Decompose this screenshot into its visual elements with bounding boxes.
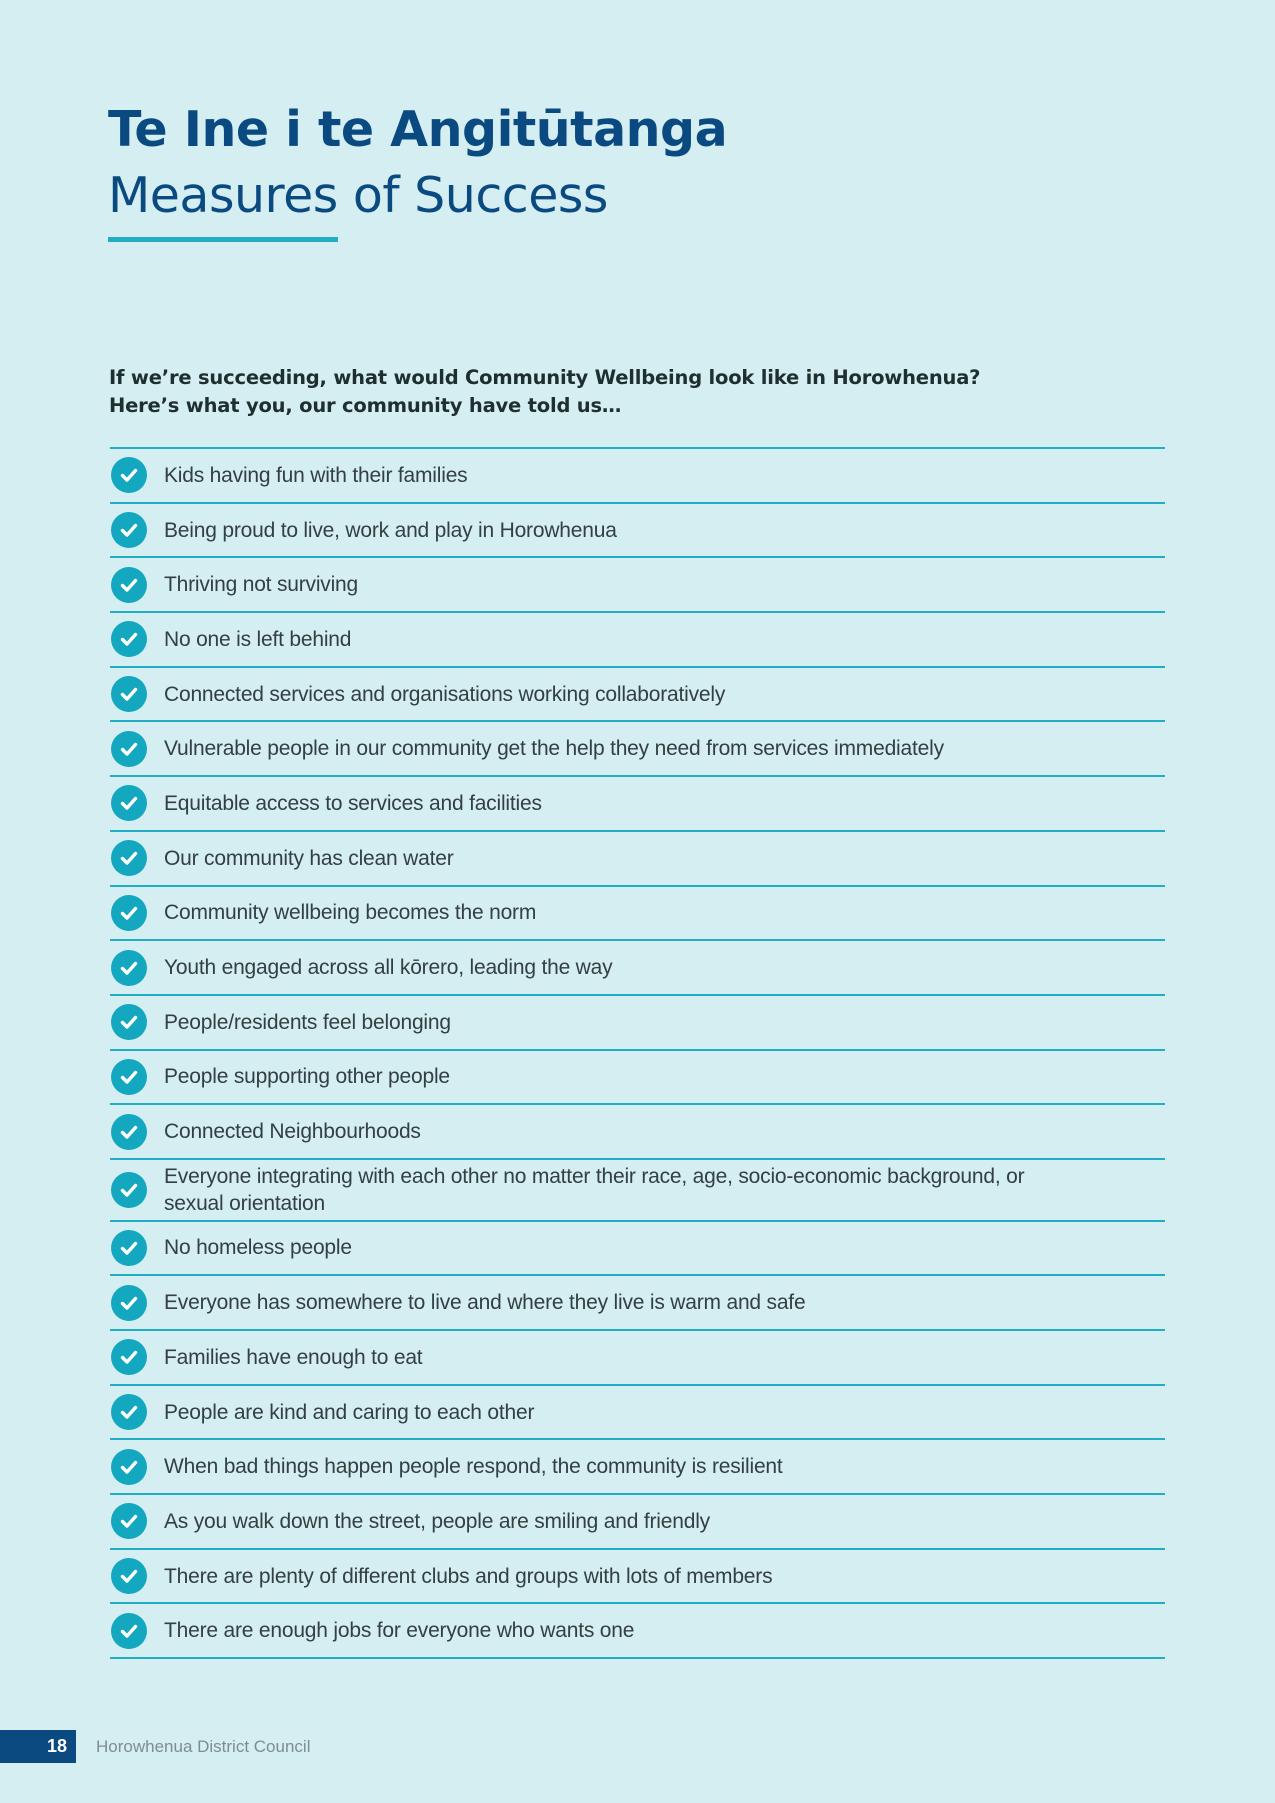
check-circle-icon: [111, 621, 147, 657]
list-item: [110, 1440, 1165, 1495]
check-circle-icon: [111, 1004, 147, 1040]
list-item: [110, 1604, 1165, 1659]
measure-text: Vulnerable people in our community get the help they need from services immediately: [164, 737, 944, 761]
list-item: [110, 832, 1165, 887]
check-circle-icon: [111, 1285, 147, 1321]
check-circle-icon: [111, 1230, 147, 1266]
check-circle-icon: [111, 1503, 147, 1539]
measure-text: No one is left behind: [164, 627, 352, 651]
measure-text: Connected services and organisations working collaboratively: [164, 682, 726, 706]
list-item: [110, 449, 1165, 504]
list-item: [110, 1495, 1165, 1550]
measures-list: [110, 447, 1165, 1659]
intro-text: [109, 364, 980, 420]
intro-line-answer: Here’s what you, our community have told us…: [109, 394, 622, 417]
page-number: 18: [46, 1736, 67, 1756]
measure-text: Community wellbeing becomes the norm: [164, 901, 537, 925]
list-item: [110, 1051, 1165, 1106]
check-circle-icon: [111, 676, 147, 712]
measure-text: Families have enough to eat: [164, 1345, 423, 1369]
check-circle-icon: [111, 512, 147, 548]
list-item: [110, 613, 1165, 668]
page-title-maori: Te Ine i te Angitūtanga: [108, 101, 728, 158]
list-item: [110, 558, 1165, 613]
measure-text: Connected Neighbourhoods: [164, 1120, 421, 1144]
measure-text: Thriving not surviving: [164, 573, 359, 597]
measure-text: People/residents feel belonging: [164, 1010, 451, 1034]
measure-text: People supporting other people: [164, 1065, 450, 1089]
page-number-badge: [0, 1730, 76, 1763]
check-circle-icon: [111, 1059, 147, 1095]
check-circle-icon: [111, 1339, 147, 1375]
measure-text: Everyone has somewhere to live and where they live is warm and safe: [164, 1291, 806, 1315]
list-item: [110, 941, 1165, 996]
check-circle-icon: [111, 1114, 147, 1150]
list-item: [110, 1105, 1165, 1160]
check-circle-icon: [111, 785, 147, 821]
list-item: [110, 668, 1165, 723]
measure-text: People are kind and caring to each other: [164, 1400, 535, 1424]
check-circle-icon: [111, 840, 147, 876]
check-circle-icon: [111, 1558, 147, 1594]
measure-text: Kids having fun with their families: [164, 463, 468, 487]
measure-text: When bad things happen people respond, the community is resilient: [164, 1455, 783, 1479]
page-title-english: Measures of Success: [108, 167, 608, 224]
footer-organisation: Horowhenua District Council: [96, 1737, 311, 1756]
check-circle-icon: [111, 950, 147, 986]
measure-text: Being proud to live, work and play in Horowhenua: [164, 518, 617, 542]
check-circle-icon: [111, 1613, 147, 1649]
measure-text: Youth engaged across all kōrero, leading the way: [164, 956, 613, 980]
check-circle-icon: [111, 1394, 147, 1430]
list-item: [110, 1386, 1165, 1441]
list-item: [110, 777, 1165, 832]
check-circle-icon: [111, 567, 147, 603]
measure-text: There are enough jobs for everyone who wants one: [164, 1619, 635, 1643]
measure-text: No homeless people: [164, 1236, 352, 1260]
list-item: [110, 1160, 1165, 1222]
measure-text: There are plenty of different clubs and groups with lots of members: [164, 1564, 773, 1588]
check-circle-icon: [111, 731, 147, 767]
list-item: [110, 504, 1165, 559]
list-item: [110, 1331, 1165, 1386]
list-item: [110, 996, 1165, 1051]
measure-text: As you walk down the street, people are smiling and friendly: [164, 1509, 710, 1533]
list-item: [110, 1276, 1165, 1331]
title-underline: [108, 237, 338, 242]
list-item: [110, 887, 1165, 942]
measure-text: Everyone integrating with each other no matter their race, age, socio-economic background, or sexual orientation: [164, 1164, 1025, 1215]
check-circle-icon: [111, 1449, 147, 1485]
measure-text: Equitable access to services and facilities: [164, 791, 542, 815]
check-circle-icon: [111, 1172, 147, 1208]
measure-text: Our community has clean water: [164, 846, 454, 870]
check-circle-icon: [111, 457, 147, 493]
check-circle-icon: [111, 895, 147, 931]
list-item: [110, 1222, 1165, 1277]
list-item: [110, 1550, 1165, 1605]
intro-line-question: If we’re succeeding, what would Community Wellbeing look like in Horowhenua?: [109, 366, 981, 389]
list-item: [110, 722, 1165, 777]
